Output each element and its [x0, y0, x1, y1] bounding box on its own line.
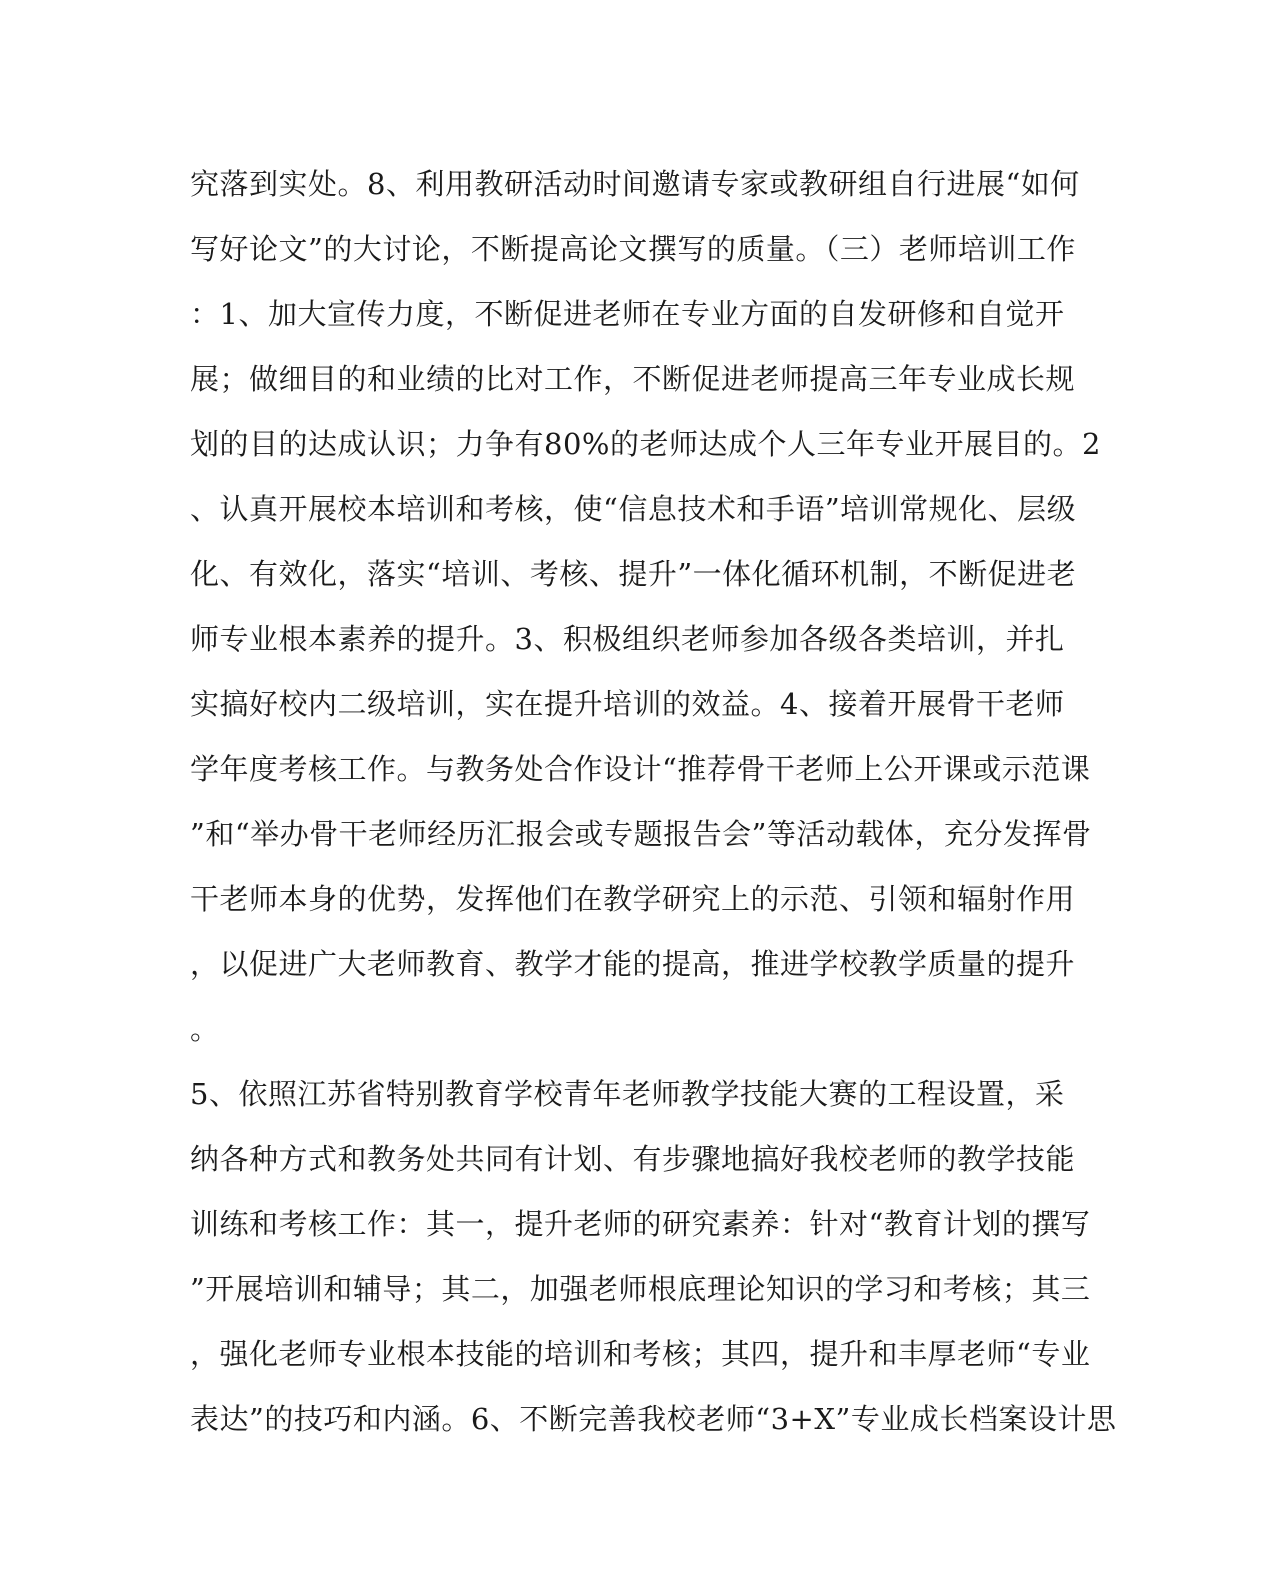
text-line: 、认真开展校本培训和考核，使“信息技术和手语”培训常规化、层级: [190, 492, 1077, 526]
text-line: 。: [190, 1012, 220, 1046]
text-line: 纳各种方式和教务处共同有计划、有步骤地搞好我校老师的教学技能: [190, 1142, 1076, 1176]
text-line: 划的目的达成认识；力争有80%的老师达成个人三年专业开展目的。2: [190, 427, 1101, 461]
text-line: 化、有效化，落实“培训、考核、提升”一体化循环机制，不断促进老: [190, 557, 1077, 591]
text-line: 表达”的技巧和内涵。6、不断完善我校老师“3+X”专业成长档案设计思: [190, 1402, 1117, 1436]
text-line: 训练和考核工作：其一，提升老师的研究素养：针对“教育计划的撰写: [190, 1207, 1091, 1241]
text-line: 干老师本身的优势，发挥他们在教学研究上的示范、引领和辐射作用: [190, 882, 1076, 916]
text-line: 写好论文”的大讨论，不断提高论文撰写的质量。（三）老师培训工作: [190, 232, 1076, 266]
text-line: ：1、加大宣传力度，不断促进老师在专业方面的自发研修和自觉开: [190, 297, 1065, 331]
text-line: 究落到实处。8、利用教研活动时间邀请专家或教研组自行进展“如何: [190, 167, 1080, 201]
text-line: ，强化老师专业根本技能的培训和考核；其四，提升和丰厚老师“专业: [190, 1337, 1091, 1371]
text-line: 5、依照江苏省特别教育学校青年老师教学技能大赛的工程设置，采: [190, 1077, 1065, 1111]
text-line: ”和“举办骨干老师经历汇报会或专题报告会”等活动载体，充分发挥骨: [190, 817, 1092, 851]
text-line: 实搞好校内二级培训，实在提升培训的效益。4、接着开展骨干老师: [190, 687, 1065, 721]
text-line: 展；做细目的和业绩的比对工作，不断促进老师提高三年专业成长规: [190, 362, 1076, 396]
body-text: [190, 152, 1117, 1452]
text-line: ”开展培训和辅导；其二，加强老师根底理论知识的学习和考核；其三: [190, 1272, 1091, 1306]
text-line: ，以促进广大老师教育、教学才能的提高，推进学校教学质量的提升: [190, 947, 1076, 981]
text-line: 学年度考核工作。与教务处合作设计“推荐骨干老师上公开课或示范课: [190, 752, 1091, 786]
text-line: 师专业根本素养的提升。3、积极组织老师参加各级各类培训，并扎: [190, 622, 1065, 656]
